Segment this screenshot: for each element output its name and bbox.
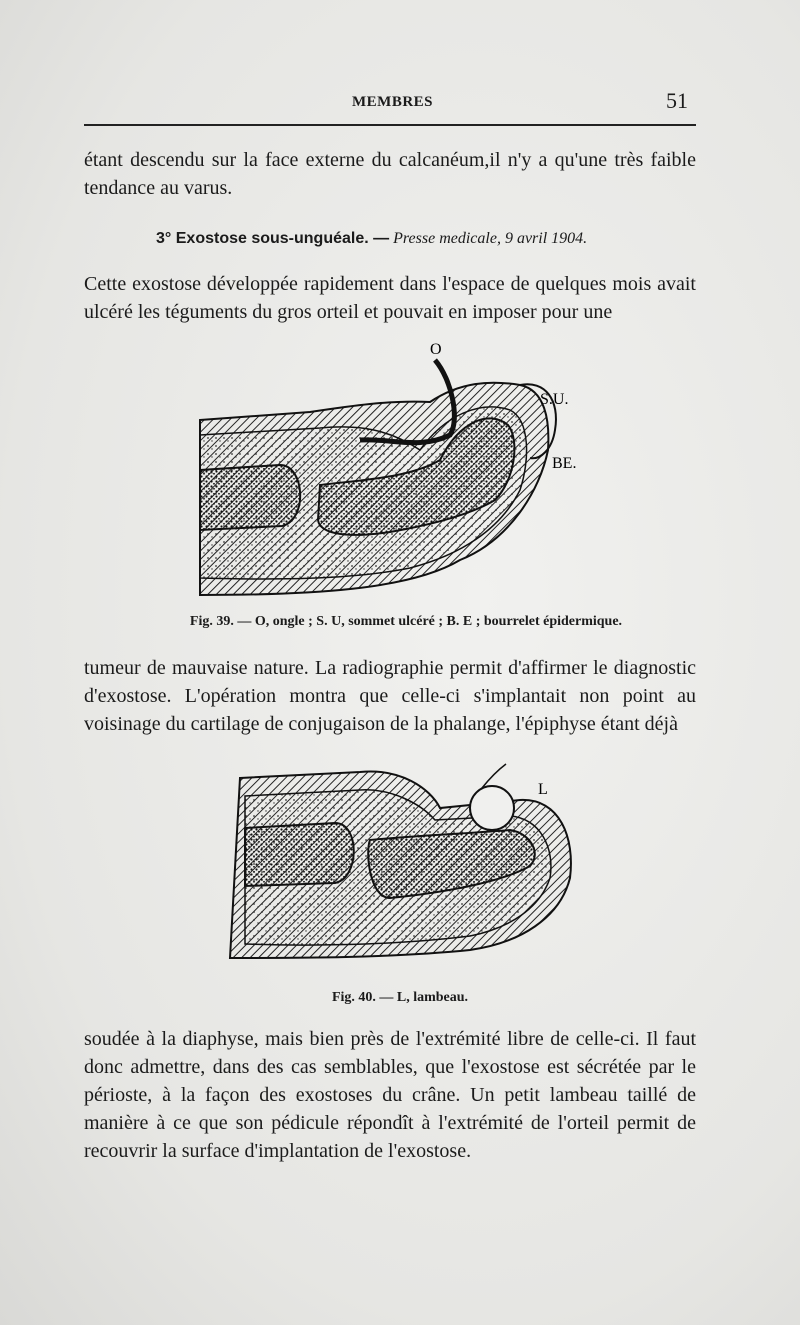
section-heading xyxy=(156,230,587,248)
page-number: 51 xyxy=(666,88,688,113)
paragraph-1: étant descendu sur la face externe du calcanéum,il n'y a qu'une très faible tendance au varus. xyxy=(84,149,696,199)
section-title: 3° Exostose sous-unguéale. — xyxy=(156,230,390,247)
figure-40-toe-diagram xyxy=(220,758,590,988)
figure-39-caption: Fig. 39. — O, ongle ; S. U, sommet ulcéré ; B. E ; bourrelet épidermique. xyxy=(189,614,623,629)
running-header: MEMBRES xyxy=(352,94,434,110)
figure-39-toe-diagram xyxy=(190,340,610,610)
figure-39-label-be: BE. xyxy=(552,455,577,472)
figure-40-caption: Fig. 40. — L, lambeau. xyxy=(331,990,469,1005)
figure-40-label-l: L xyxy=(538,781,548,798)
section-source: Presse medicale, 9 avril 1904. xyxy=(393,230,588,247)
paragraph-4: soudée à la diaphyse, mais bien près de l'extrémité libre de celle-ci. Il faut donc admettre, dans des cas semblables, que l'exostose est sécrétée par le périoste, à la façon des exostoses du crâne. Un petit lambeau taillé de manière à ce que son pédicule répondît à l'extrémité de l'orteil permit de recouvrir la surface d'implantation de l'exostose. xyxy=(84,1028,696,1162)
paragraph-3: tumeur de mauvaise nature. La radiographie permit d'affirmer le diagnostic d'exostose. L'opération montra que celle-ci s'implantait non point au voisinage du cartilage de conjugaison de la phalange, l'épiphyse étant déjà xyxy=(84,657,696,735)
header-rule xyxy=(84,124,696,126)
figure-39-label-su: S.U. xyxy=(540,391,569,408)
paragraph-2: Cette exostose développée rapidement dans l'espace de quelques mois avait ulcéré les téguments du gros orteil et pouvait en imposer pour une xyxy=(84,273,696,323)
figure-39-label-o: O xyxy=(430,341,442,358)
